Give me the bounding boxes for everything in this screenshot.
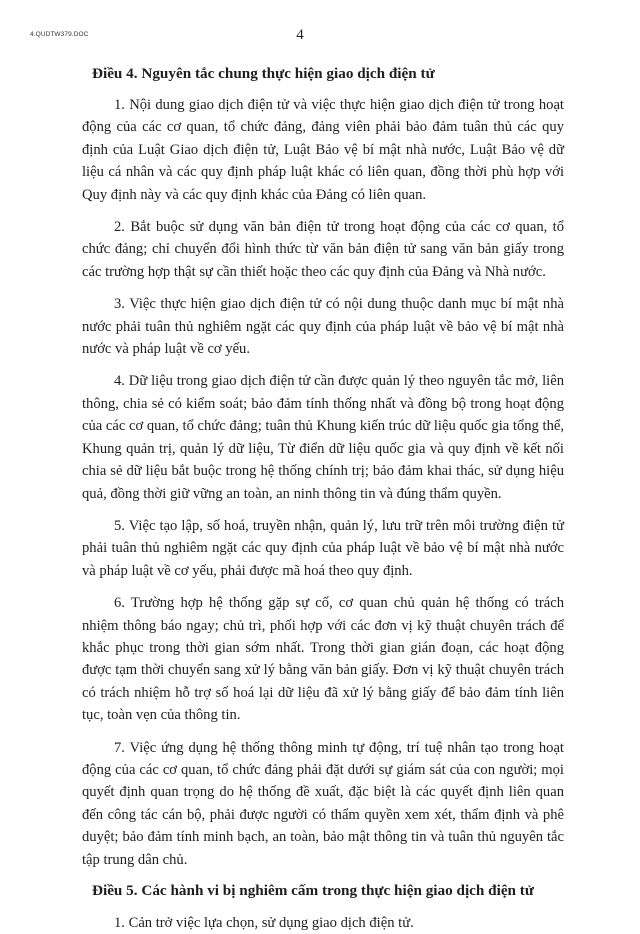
file-name: 4.QUDTW379.DOC bbox=[30, 31, 89, 38]
article-4-clause-7: 7. Việc ứng dụng hệ thống thông minh tự động, trí tuệ nhân tạo trong hoạt động của các cơ quan, tổ chức đảng phải đặt dưới sự giám sát của con người; mọi quyết định quan trọng do hệ thống đề xuất, đặc biệt là các quyết định liên quan đến công tác cán bộ, phải được người có thẩm quyền xem xét, thẩm định và phê duyệt; bảo đảm tính minh bạch, an toàn, bảo mật thông tin và tuân thủ nguyên tắc tập trung dân chủ. bbox=[82, 739, 564, 868]
article-5-title: Điều 5. Các hành vi bị nghiêm cấm trong thực hiện giao dịch điện tử bbox=[92, 882, 534, 899]
document-body bbox=[82, 63, 564, 934]
article-5-clause-1: 1. Cản trở việc lựa chọn, sử dụng giao dịch điện tử. bbox=[114, 915, 414, 931]
article-4-clause-6: 6. Trường hợp hệ thống gặp sự cố, cơ quan chủ quản hệ thống có trách nhiệm thông báo ngay; chủ trì, phối hợp với các đơn vị kỹ thuật chuyên trách để khắc phục trong thời gian sớm nhất. Trong thời gian gián đoạn, các hoạt động được tạm thời chuyển sang xử lý bằng văn bản giấy. Đơn vị kỹ thuật chuyên trách có trách nhiệm hỗ trợ số hoá lại dữ liệu đã xử lý bằng giấy để bảo đảm tính liên tục, toàn vẹn của thông tin. bbox=[82, 595, 564, 724]
article-4-clause-4: 4. Dữ liệu trong giao dịch điện tử cần được quản lý theo nguyên tắc mở, liên thông, chia sẻ có kiểm soát; bảo đảm tính thống nhất và đồng bộ trong hoạt động của các cơ quan, tổ chức đảng; tuân thủ Khung kiến trúc dữ liệu quốc gia tổng thể, Khung quản trị, quản lý dữ liệu, Từ điển dữ liệu quốc gia và quy định về kết nối chia sẻ dữ liệu bắt buộc trong hệ thống chính trị; bảo đảm khai thác, sử dụng hiệu quả, đồng thời giữ vững an toàn, an ninh thông tin và đúng thẩm quyền. bbox=[82, 373, 564, 502]
page-number: 4 bbox=[296, 27, 304, 43]
article-4-clause-3: 3. Việc thực hiện giao dịch điện tử có nội dung thuộc danh mục bí mật nhà nước phải tuân thủ nghiêm ngặt các quy định của pháp luật về bảo vệ bí mật nhà nước và pháp luật về cơ yếu. bbox=[82, 296, 564, 358]
article-4-clause-1: 1. Nội dung giao dịch điện tử và việc thực hiện giao dịch điện tử trong hoạt động của các cơ quan, tổ chức đảng, đảng viên phải bảo đảm tuân thủ các quy định của Luật Giao dịch điện tử, Luật Bảo vệ bí mật nhà nước, Luật Bảo vệ dữ liệu cá nhân và các quy định pháp luật khác có liên quan, đồng thời phù hợp với Quy định này và các quy định khác của Đảng có liên quan. bbox=[82, 97, 564, 203]
article-4-clause-5: 5. Việc tạo lập, số hoá, truyền nhận, quản lý, lưu trữ trên môi trường điện tử phải tuân thủ nghiêm ngặt các quy định của pháp luật về bảo vệ bí mật nhà nước và pháp luật về cơ yếu, phải được mã hoá theo quy định. bbox=[82, 517, 564, 579]
article-4-title: Điều 4. Nguyên tắc chung thực hiện giao dịch điện tử bbox=[92, 65, 435, 82]
article-4-clause-2: 2. Bắt buộc sử dụng văn bản điện tử trong hoạt động của các cơ quan, tổ chức đảng; chỉ chuyển đổi hình thức từ văn bản điện tử sang văn bản giấy trong các trường hợp thật sự cần thiết hoặc theo các quy định của Đảng và Nhà nước. bbox=[82, 219, 564, 280]
